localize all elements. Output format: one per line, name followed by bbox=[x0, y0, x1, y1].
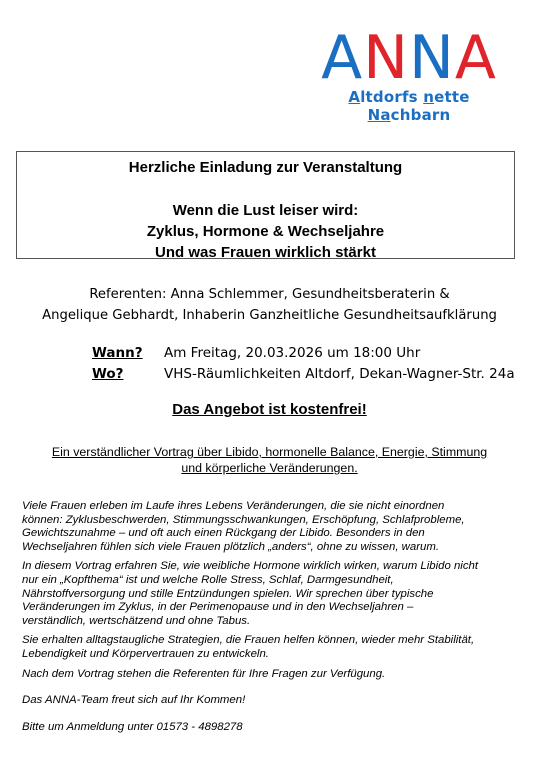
text-line: Wechseljahren fühlen sich viele Frauen plötzlich „anders“, ohne zu wissen, warum. bbox=[22, 540, 440, 553]
logo-subtitle-part: ltdorfs bbox=[360, 88, 424, 106]
paragraph-registration: Bitte um Anmeldung unter 01573 - 4898278 bbox=[22, 720, 243, 733]
paragraph-content bbox=[22, 560, 522, 628]
logo-subtitle-part: ette bbox=[434, 88, 470, 106]
logo-letter: N bbox=[409, 23, 455, 93]
logo-letter: A bbox=[454, 23, 497, 93]
summary-line: und körperliche Veränderungen. bbox=[181, 461, 358, 475]
event-title-line: Zyklus, Hormone & Wechseljahre bbox=[146, 223, 385, 240]
where-value: VHS-Räumlichkeiten Altdorf, Dekan-Wagner-Str. 24a bbox=[164, 366, 515, 382]
speakers-line: Referenten: Anna Schlemmer, Gesundheitsberaterin & bbox=[89, 287, 450, 302]
when-row bbox=[92, 343, 515, 364]
logo-letter: A bbox=[321, 23, 364, 93]
logo-subtitle bbox=[309, 88, 509, 124]
event-title-line: Und was Frauen wirklich stärkt bbox=[155, 244, 376, 261]
where-label: Wo? bbox=[92, 366, 124, 382]
logo-subtitle-part: chbarn bbox=[390, 106, 451, 124]
paragraph-questions: Nach dem Vortrag stehen die Referenten für Ihre Fragen zur Verfügung. bbox=[22, 667, 386, 680]
description-text bbox=[22, 500, 522, 740]
text-line: nur ein „Kopfthema“ ist und welche Rolle Stress, Schlaf, Darmgesundheit, bbox=[22, 573, 394, 586]
event-title-line: Wenn die Lust leiser wird: bbox=[172, 202, 359, 219]
anna-logo bbox=[309, 23, 509, 124]
paragraph-strategies bbox=[22, 634, 522, 661]
text-line: Veränderungen im Zyklus, in der Perimenopause und in den Wechseljahren – bbox=[22, 601, 414, 614]
text-line: verständlich, wertschätzend und ohne Tabus. bbox=[22, 614, 251, 627]
invitation-box bbox=[16, 151, 515, 259]
text-line: Nährstoffversorgung und stille Entzündungen spielen. Wir sprechen über typische bbox=[22, 587, 434, 600]
invitation-heading: Herzliche Einladung zur Veranstaltung bbox=[128, 159, 403, 176]
when-value: Am Freitag, 20.03.2026 um 18:00 Uhr bbox=[164, 345, 421, 361]
free-notice: Das Angebot ist kostenfrei! bbox=[172, 401, 367, 418]
when-label: Wann? bbox=[92, 345, 143, 361]
text-line: Lebendigkeit und Körpervertrauen zu entwickeln. bbox=[22, 647, 269, 660]
logo-wordmark bbox=[309, 23, 509, 93]
summary-line: Ein verständlicher Vortrag über Libido, hormonelle Balance, Energie, Stimmung bbox=[51, 445, 488, 459]
text-line: Viele Frauen erleben im Laufe ihres Lebens Veränderungen, die sie nicht einordnen bbox=[22, 500, 445, 512]
speakers bbox=[0, 284, 539, 326]
where-row bbox=[92, 364, 515, 385]
summary bbox=[30, 444, 509, 476]
logo-letter: N bbox=[363, 23, 409, 93]
text-line: Sie erhalten alltagstaugliche Strategien, die Frauen helfen können, wieder mehr Stabilität, bbox=[22, 634, 475, 647]
paragraph-problems bbox=[22, 500, 522, 554]
text-line: können: Zyklusbeschwerden, Stimmungsschwankungen, Erschöpfung, Schlafprobleme, bbox=[22, 513, 465, 526]
logo-subtitle-part: Na bbox=[367, 106, 391, 124]
logo-subtitle-part: A bbox=[348, 88, 361, 106]
text-line: Gewichtszunahme – und oft auch einen Rückgang der Libido. Besonders in den bbox=[22, 527, 425, 540]
logo-subtitle-part: n bbox=[423, 88, 435, 106]
event-details bbox=[92, 343, 515, 385]
text-line: In diesem Vortrag erfahren Sie, wie weibliche Hormone wirklich wirken, warum Libido nicht bbox=[22, 560, 479, 573]
speakers-line: Angelique Gebhardt, Inhaberin Ganzheitliche Gesundheitsaufklärung bbox=[42, 308, 497, 323]
paragraph-greeting: Das ANNA-Team freut sich auf Ihr Kommen! bbox=[22, 694, 246, 707]
